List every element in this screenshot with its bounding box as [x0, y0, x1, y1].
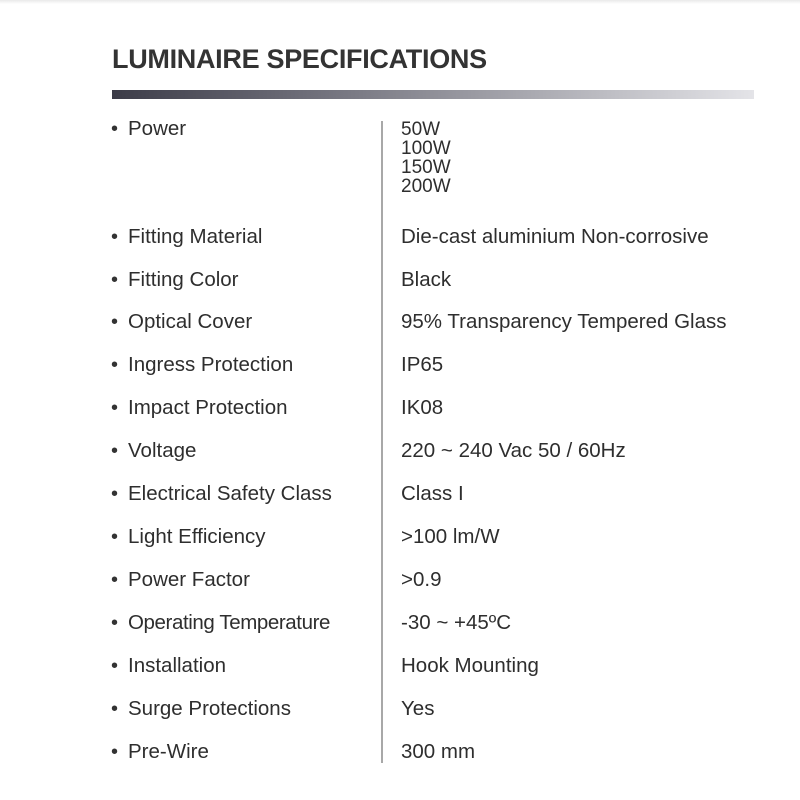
bullet: • [111, 118, 119, 140]
spec-label: Electrical Safety Class [128, 482, 332, 505]
bullet: • [111, 440, 119, 462]
spec-label: Power Factor [128, 568, 250, 591]
spec-value: 150W [401, 157, 451, 178]
spec-value: 95% Transparency Tempered Glass [401, 310, 727, 333]
spec-label: Ingress Protection [128, 353, 294, 376]
spec-value: IP65 [401, 353, 444, 376]
bullet: • [111, 655, 119, 677]
bullet: • [111, 397, 119, 419]
spec-label: Operating Temperature [128, 611, 331, 634]
spec-label: Fitting Color [128, 268, 239, 291]
spec-label: Light Efficiency [128, 525, 266, 548]
spec-value: >0.9 [401, 568, 442, 591]
spec-value: 200W [401, 176, 451, 197]
spec-label: Fitting Material [128, 225, 263, 248]
spec-value: Yes [401, 697, 435, 720]
bullet: • [111, 311, 119, 333]
spec-value: Black [401, 268, 452, 291]
bullet: • [111, 269, 119, 291]
spec-value: Hook Mounting [401, 654, 539, 677]
spec-value: IK08 [401, 396, 444, 419]
spec-value: 100W [401, 138, 451, 159]
spec-value: >100 lm/W [401, 525, 500, 548]
spec-label: Voltage [128, 439, 197, 462]
bullet: • [111, 526, 119, 548]
bullet: • [111, 226, 119, 248]
bullet: • [111, 569, 119, 591]
spec-label: Optical Cover [128, 310, 253, 333]
spec-value: 50W [401, 119, 441, 140]
spec-value: 220 ~ 240 Vac 50 / 60Hz [401, 439, 626, 462]
bullet: • [111, 612, 119, 634]
bullet: • [111, 741, 119, 763]
page-title: LUMINAIRE SPECIFICATIONS [112, 44, 487, 74]
bullet: • [111, 354, 119, 376]
spec-label: Installation [128, 654, 227, 677]
spec-value: Die-cast aluminium Non-corrosive [401, 225, 709, 248]
spec-value: 300 mm [401, 740, 476, 763]
spec-label: Power [128, 117, 187, 140]
bullet: • [111, 483, 119, 505]
spec-value: Class I [401, 482, 464, 505]
spec-label: Pre-Wire [128, 740, 209, 763]
spec-label: Surge Protections [128, 697, 291, 720]
spec-label: Impact Protection [128, 396, 288, 419]
spec-value: -30 ~ +45ºC [401, 611, 512, 634]
spec-value-list [401, 120, 451, 196]
bullet: • [111, 698, 119, 720]
